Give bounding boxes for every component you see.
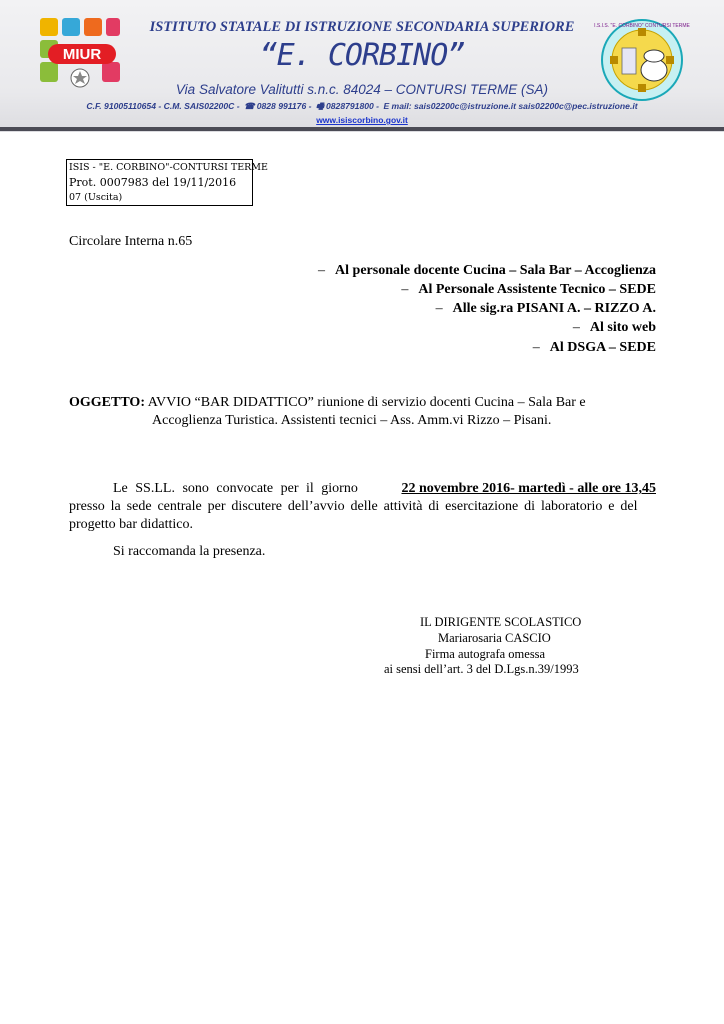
recipient-line: – Al DSGA – SEDE bbox=[532, 340, 656, 355]
institute-name: ISTITUTO STATALE DI ISTRUZIONE SECONDARIA SUPERIORE bbox=[149, 19, 575, 35]
subject-line1: AVVIO “BAR DIDATTICO” riunione di servizio docenti Cucina – Sala Bar e bbox=[147, 395, 586, 410]
signature-note: Firma autografa omessa bbox=[425, 647, 546, 661]
fax-number: 0828791800 - bbox=[326, 101, 380, 111]
fax-icon: 🖷 bbox=[315, 101, 324, 111]
school-address: Via Salvatore Valitutti s.n.c. 84024 – CONTURSI TERME (SA) bbox=[175, 82, 549, 97]
subject-line2: Accoglienza Turistica. Assistenti tecnici – Ass. Amm.vi Rizzo – Pisani. bbox=[152, 413, 552, 428]
body-paragraph-2: Si raccomanda la presenza. bbox=[113, 544, 266, 559]
signature-legal: ai sensi dell’art. 3 del D.Lgs.n.39/1993 bbox=[384, 662, 579, 676]
header-divider bbox=[0, 127, 724, 131]
recipient-line: – Al Personale Assistente Tecnico – SEDE bbox=[401, 282, 656, 297]
recipient-line: – Alle sig.ra PISANI A. – RIZZO A. bbox=[435, 301, 656, 316]
recipient-line: – Al personale docente Cucina – Sala Bar – Accoglienza bbox=[318, 263, 656, 278]
school-logo-text: I.S.I.S. "E. CORBINO" CONTURSI TERME bbox=[594, 23, 690, 29]
protocol-school: ISIS - "E. CORBINO"-CONTURSI TERME bbox=[69, 162, 268, 173]
body-paragraph-line3: progetto bar didattico. bbox=[69, 517, 194, 532]
phone-number: 0828 991176 - bbox=[256, 101, 312, 111]
protocol-number: Prot. 0007983 del 19/11/2016 bbox=[69, 176, 237, 189]
letterhead bbox=[0, 0, 724, 132]
school-logo bbox=[594, 18, 690, 102]
website-link[interactable]: www.isiscorbino.gov.it bbox=[316, 115, 408, 125]
subject-label: OGGETTO: bbox=[69, 395, 145, 410]
body-paragraph-line1: Le SS.LL. sono convocate per il giorno 22 novembre 2016- martedì - alle ore 13,45 bbox=[113, 481, 656, 496]
recipient-line: – Al sito web bbox=[572, 320, 656, 335]
school-name: “E. CORBINO” bbox=[259, 38, 465, 73]
contact-line bbox=[0, 101, 724, 115]
signature-name: Mariarosaria CASCIO bbox=[438, 631, 551, 645]
meeting-date: 22 novembre 2016- martedì - alle ore 13,45 bbox=[401, 481, 656, 496]
circular-number: Circolare Interna n.65 bbox=[69, 234, 193, 249]
protocol-stamp bbox=[66, 159, 268, 206]
miur-logo-text: MIUR bbox=[62, 46, 102, 63]
body-paragraph-line2: presso la sede centrale per discutere dell’avvio delle attività di esercitazione di laboratorio e del bbox=[69, 499, 638, 514]
signature-title: IL DIRIGENTE SCOLASTICO bbox=[420, 615, 582, 629]
phone-icon: ☎ bbox=[243, 101, 255, 111]
tax-code: C.F. 91005110654 - C.M. SAIS02200C - bbox=[86, 101, 240, 111]
email-addresses: E mail: sais02200c@istruzione.it sais02200c@pec.istruzione.it bbox=[383, 101, 638, 111]
protocol-type: 07 (Uscita) bbox=[69, 192, 123, 203]
subject bbox=[69, 394, 586, 412]
